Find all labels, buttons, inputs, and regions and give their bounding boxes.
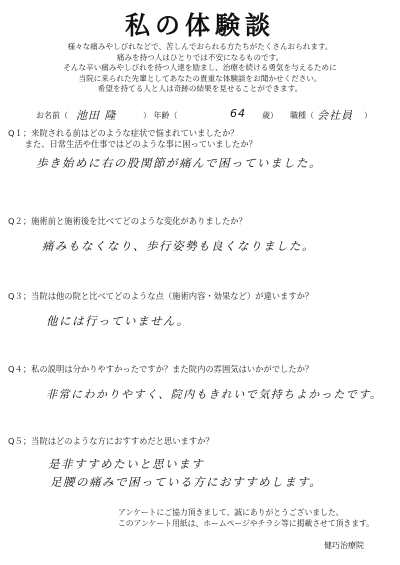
answer-3: 他には行っていません。 <box>46 314 190 328</box>
intro-line: そんな辛い痛みやしびれを持つ人達を励まし、治療を続ける勇気を与えるために <box>63 63 337 73</box>
intro-line: 当院に来られた先輩としてあなたの貴重な体験談をお聞かせください。 <box>78 73 322 83</box>
clinic-name: 健巧治療院 <box>324 541 364 550</box>
answer-2: 痛みもなくなり、歩行姿勢も良くなりました。 <box>42 239 315 253</box>
age-unit: 歳） <box>262 111 278 120</box>
job-value: 会社員 <box>317 109 353 122</box>
name-value: 池田 隆 <box>76 109 117 122</box>
question-text: Q５；当院はどのような方におすすめだと思いますか？ <box>8 436 214 446</box>
answer-1: 歩き始めに右の股関節が痛んで困っていました。 <box>36 156 322 170</box>
intro-line: 痛みを持つ人はひとりでは不安になるものです。 <box>116 52 284 62</box>
question-4 <box>8 364 392 375</box>
answer-5-line-1: 是非すすめたいと思います <box>48 457 205 471</box>
intro-text <box>4 42 396 95</box>
question-text: Q２；施術前と施術後を比べてどのような変化がありましたか？ <box>8 216 247 226</box>
question-text: Q３；当院は他の院と比べてどのような点（施術内容・効果など）が違いますか？ <box>8 291 314 301</box>
age-label: ） 年齢（ <box>143 111 178 120</box>
question-text: Q１；来院される前はどのような症状で悩まれていましたか？ <box>8 128 239 138</box>
respondent-info <box>0 106 400 124</box>
question-1 <box>8 128 392 150</box>
page-title: 私の体験談 <box>124 11 275 40</box>
question-5 <box>8 436 392 447</box>
age-value: 64 <box>230 107 246 120</box>
footer-line: このアンケート用紙は、ホームページやチラシ等に掲載させて頂きます。 <box>117 518 374 528</box>
job-label: 職種（ <box>290 111 314 120</box>
question-2 <box>8 216 392 227</box>
name-label: お名前（ <box>36 111 68 120</box>
question-text: Q４；私の説明は分かりやすかったですか？また院内の雰囲気はいかがでしたか？ <box>8 364 314 374</box>
intro-line: 希望を持てる人と人は奇跡の結果を見せることができます。 <box>97 84 303 94</box>
intro-line: 様々な痛みやしびれなどで、苦しんでおられる方たちがたくさんおられます。 <box>67 42 333 51</box>
question-3 <box>8 291 392 302</box>
answer-5-line-2: 足腰の痛みで困っている方におすすめします。 <box>50 475 323 489</box>
job-close: ） <box>364 111 372 120</box>
footer-line: アンケートにご協力頂きまして、誠にありがとうございました。 <box>117 508 344 517</box>
answer-4: 非常にわかりやすく、院内もきれいで気持ちよかったです。 <box>46 388 383 401</box>
footer-note <box>118 508 374 529</box>
question-text: また、日常生活や仕事ではどのような事に困っていましたか？ <box>8 139 257 149</box>
